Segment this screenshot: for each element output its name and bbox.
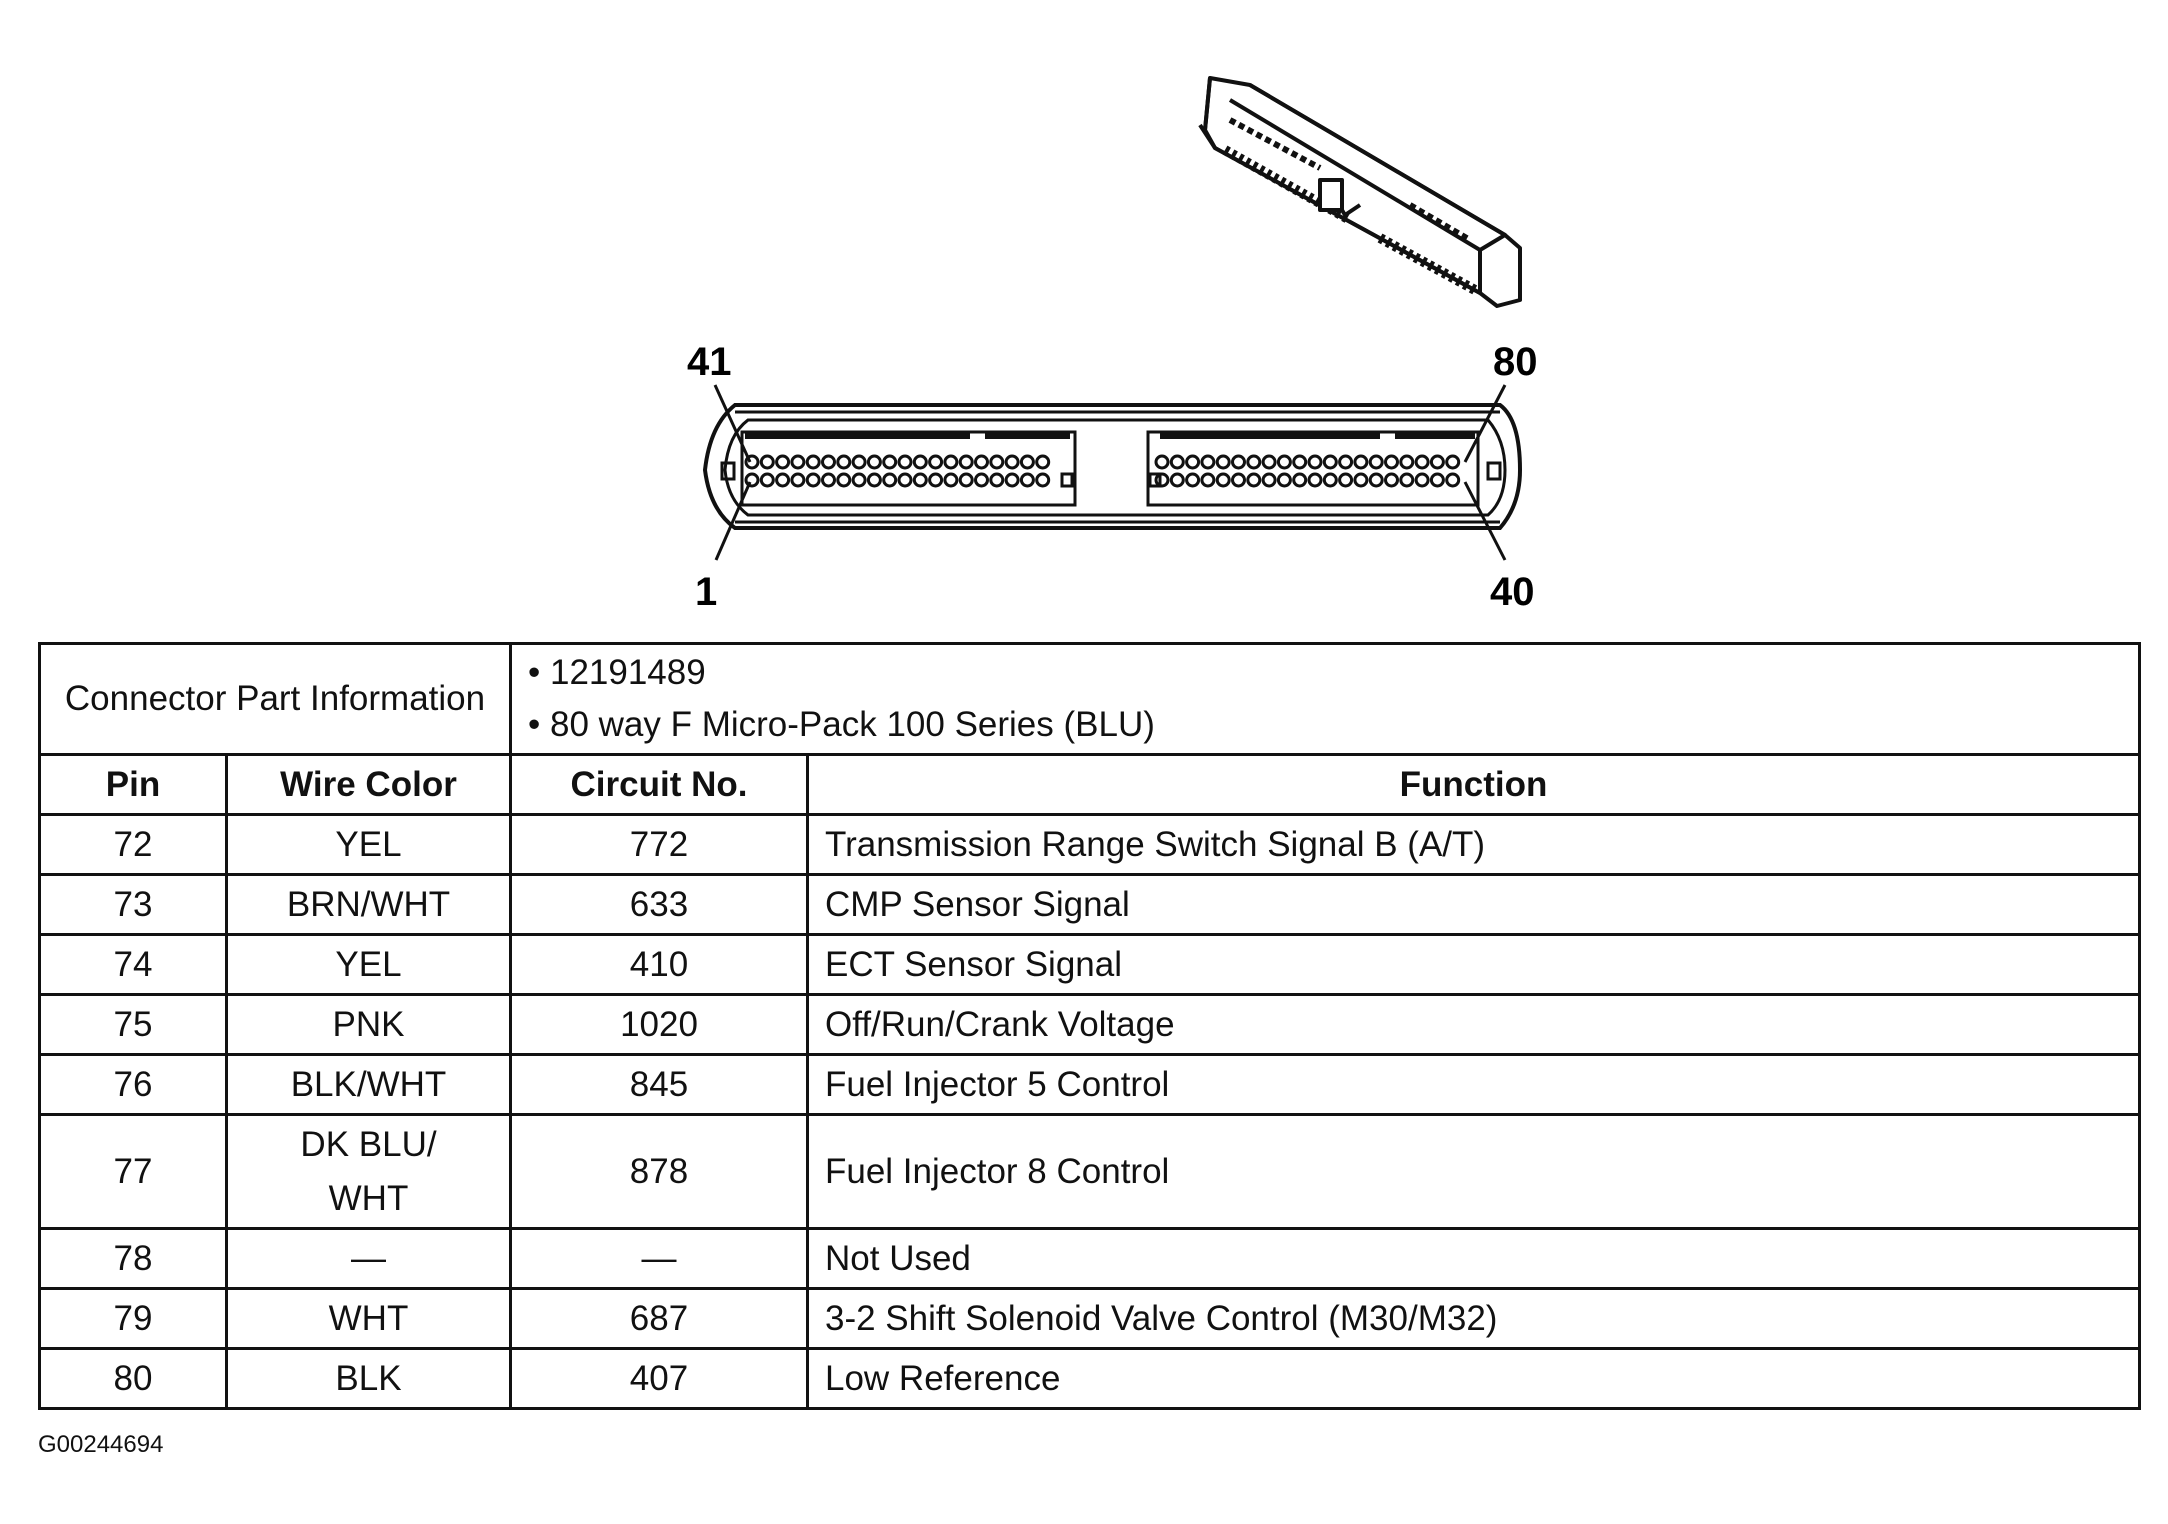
- pin-hole: [976, 474, 988, 486]
- pin-hole: [853, 456, 865, 468]
- header-row: [40, 755, 2140, 815]
- part-info-row: [40, 644, 2140, 755]
- pin-hole: [1431, 456, 1443, 468]
- function-cell: Not Used: [808, 1229, 2140, 1289]
- wire-color-cell: WHT: [227, 1289, 511, 1349]
- pin-hole: [838, 474, 850, 486]
- wire-color-cell: YEL: [227, 935, 511, 995]
- wire-color-cell: PNK: [227, 995, 511, 1055]
- pin-hole: [945, 456, 957, 468]
- pin-label-41: 41: [687, 340, 732, 384]
- pin-hole: [930, 456, 942, 468]
- table-row: [40, 1229, 2140, 1289]
- pin-hole: [853, 474, 865, 486]
- pin-hole: [1309, 456, 1321, 468]
- pin-hole: [991, 474, 1003, 486]
- pin-hole: [1156, 456, 1168, 468]
- pin-hole: [1324, 456, 1336, 468]
- pin-hole: [1037, 474, 1049, 486]
- pin-hole: [976, 456, 988, 468]
- part-info-values: [511, 644, 2140, 755]
- pin-hole: [1431, 474, 1443, 486]
- pin-hole: [761, 474, 773, 486]
- pin-hole: [1355, 456, 1367, 468]
- pin-hole: [838, 456, 850, 468]
- pin-cell: 76: [40, 1055, 227, 1115]
- wire-color-cell: YEL: [227, 815, 511, 875]
- table-row: [40, 1289, 2140, 1349]
- pin-hole: [930, 474, 942, 486]
- table-row: [40, 875, 2140, 935]
- pin-hole: [914, 456, 926, 468]
- pin-cell: 80: [40, 1349, 227, 1409]
- pin-hole: [884, 474, 896, 486]
- pin-hole: [1355, 474, 1367, 486]
- pin-hole: [884, 456, 896, 468]
- table-row: [40, 995, 2140, 1055]
- pin-hole: [1278, 474, 1290, 486]
- pin-label-80: 80: [1493, 340, 1538, 384]
- pin-label-40: 40: [1490, 570, 1535, 614]
- pin-hole: [823, 474, 835, 486]
- function-cell: Fuel Injector 5 Control: [808, 1055, 2140, 1115]
- function-cell: Transmission Range Switch Signal B (A/T): [808, 815, 2140, 875]
- pin-cell: 77: [40, 1115, 227, 1229]
- function-cell: Fuel Injector 8 Control: [808, 1115, 2140, 1229]
- pin-cell: 72: [40, 815, 227, 875]
- wire-color-cell: BRN/WHT: [227, 875, 511, 935]
- wire-color-cell: BLK: [227, 1349, 511, 1409]
- connector-description: • 80 way F Micro-Pack 100 Series (BLU): [528, 705, 1155, 744]
- function-cell: ECT Sensor Signal: [808, 935, 2140, 995]
- pin-hole: [899, 474, 911, 486]
- pin-cell: 75: [40, 995, 227, 1055]
- pin-hole: [1386, 474, 1398, 486]
- pin-hole: [1021, 474, 1033, 486]
- pin-cell: 79: [40, 1289, 227, 1349]
- pin-hole: [1340, 456, 1352, 468]
- pin-hole: [1294, 456, 1306, 468]
- pin-hole: [1021, 456, 1033, 468]
- circuit-cell: —: [511, 1229, 808, 1289]
- connector-drawing: [0, 0, 2168, 640]
- circuit-cell: 878: [511, 1115, 808, 1229]
- pin-hole: [914, 474, 926, 486]
- pin-hole: [823, 456, 835, 468]
- pin-hole: [1217, 474, 1229, 486]
- function-cell: CMP Sensor Signal: [808, 875, 2140, 935]
- pin-holes: [746, 456, 1459, 486]
- pin-hole: [1447, 474, 1459, 486]
- function-cell: Off/Run/Crank Voltage: [808, 995, 2140, 1055]
- pin-hole: [1233, 474, 1245, 486]
- connector-face: [705, 385, 1520, 560]
- circuit-cell: 407: [511, 1349, 808, 1409]
- circuit-cell: 772: [511, 815, 808, 875]
- pin-hole: [1187, 474, 1199, 486]
- pin-hole: [1248, 456, 1260, 468]
- pin-label-1: 1: [695, 570, 718, 614]
- pin-hole: [1324, 474, 1336, 486]
- table-row: [40, 1349, 2140, 1409]
- circuit-cell: 845: [511, 1055, 808, 1115]
- pin-hole: [1233, 456, 1245, 468]
- pin-hole: [1263, 474, 1275, 486]
- pin-hole: [1278, 456, 1290, 468]
- pin-hole: [807, 474, 819, 486]
- function-cell: Low Reference: [808, 1349, 2140, 1409]
- pin-hole: [1248, 474, 1260, 486]
- pin-hole: [1340, 474, 1352, 486]
- pin-hole: [1171, 474, 1183, 486]
- wire-color-cell: BLK/WHT: [227, 1055, 511, 1115]
- wire-color-cell: —: [227, 1229, 511, 1289]
- pin-hole: [1217, 456, 1229, 468]
- pin-hole: [1037, 456, 1049, 468]
- pin-hole: [792, 456, 804, 468]
- header-wire-color: Wire Color: [227, 755, 511, 815]
- pin-hole: [1006, 474, 1018, 486]
- circuit-cell: 410: [511, 935, 808, 995]
- pin-hole: [945, 474, 957, 486]
- pin-cell: 78: [40, 1229, 227, 1289]
- circuit-cell: 633: [511, 875, 808, 935]
- pin-hole: [1294, 474, 1306, 486]
- pin-hole: [960, 456, 972, 468]
- pin-hole: [1386, 456, 1398, 468]
- wire-color-cell: DK BLU/ WHT: [227, 1115, 511, 1229]
- pin-hole: [1370, 456, 1382, 468]
- pin-hole: [868, 474, 880, 486]
- table-row: [40, 935, 2140, 995]
- header-pin: Pin: [40, 755, 227, 815]
- pin-hole: [1370, 474, 1382, 486]
- circuit-cell: 1020: [511, 995, 808, 1055]
- pin-hole: [1416, 474, 1428, 486]
- pin-hole: [1401, 456, 1413, 468]
- pin-hole: [1171, 456, 1183, 468]
- pin-hole: [792, 474, 804, 486]
- table-row: [40, 1115, 2140, 1229]
- pin-hole: [807, 456, 819, 468]
- pin-hole: [1202, 474, 1214, 486]
- pin-cell: 74: [40, 935, 227, 995]
- pinout-table: [38, 642, 2141, 1410]
- pin-hole: [1156, 474, 1168, 486]
- pin-hole: [1263, 456, 1275, 468]
- header-circuit-no: Circuit No.: [511, 755, 808, 815]
- pin-hole: [777, 474, 789, 486]
- pin-hole: [899, 456, 911, 468]
- figure-id: G00244694: [38, 1431, 164, 1458]
- function-cell: 3-2 Shift Solenoid Valve Control (M30/M32): [808, 1289, 2140, 1349]
- pin-cell: 73: [40, 875, 227, 935]
- part-info-label: Connector Part Information: [40, 644, 511, 755]
- circuit-cell: 687: [511, 1289, 808, 1349]
- header-function: Function: [808, 755, 2140, 815]
- pin-hole: [1006, 456, 1018, 468]
- connector-3d-illustration: [1200, 78, 1520, 306]
- pin-hole: [960, 474, 972, 486]
- part-number: • 12191489: [528, 653, 706, 692]
- pin-hole: [1401, 474, 1413, 486]
- pin-hole: [777, 456, 789, 468]
- pin-hole: [868, 456, 880, 468]
- pin-hole: [1416, 456, 1428, 468]
- table-row: [40, 815, 2140, 875]
- pin-hole: [1309, 474, 1321, 486]
- pin-hole: [1447, 456, 1459, 468]
- pin-hole: [1187, 456, 1199, 468]
- pin-hole: [991, 456, 1003, 468]
- table-row: [40, 1055, 2140, 1115]
- pin-hole: [761, 456, 773, 468]
- leader-line-80: [1465, 385, 1505, 462]
- pin-hole: [1202, 456, 1214, 468]
